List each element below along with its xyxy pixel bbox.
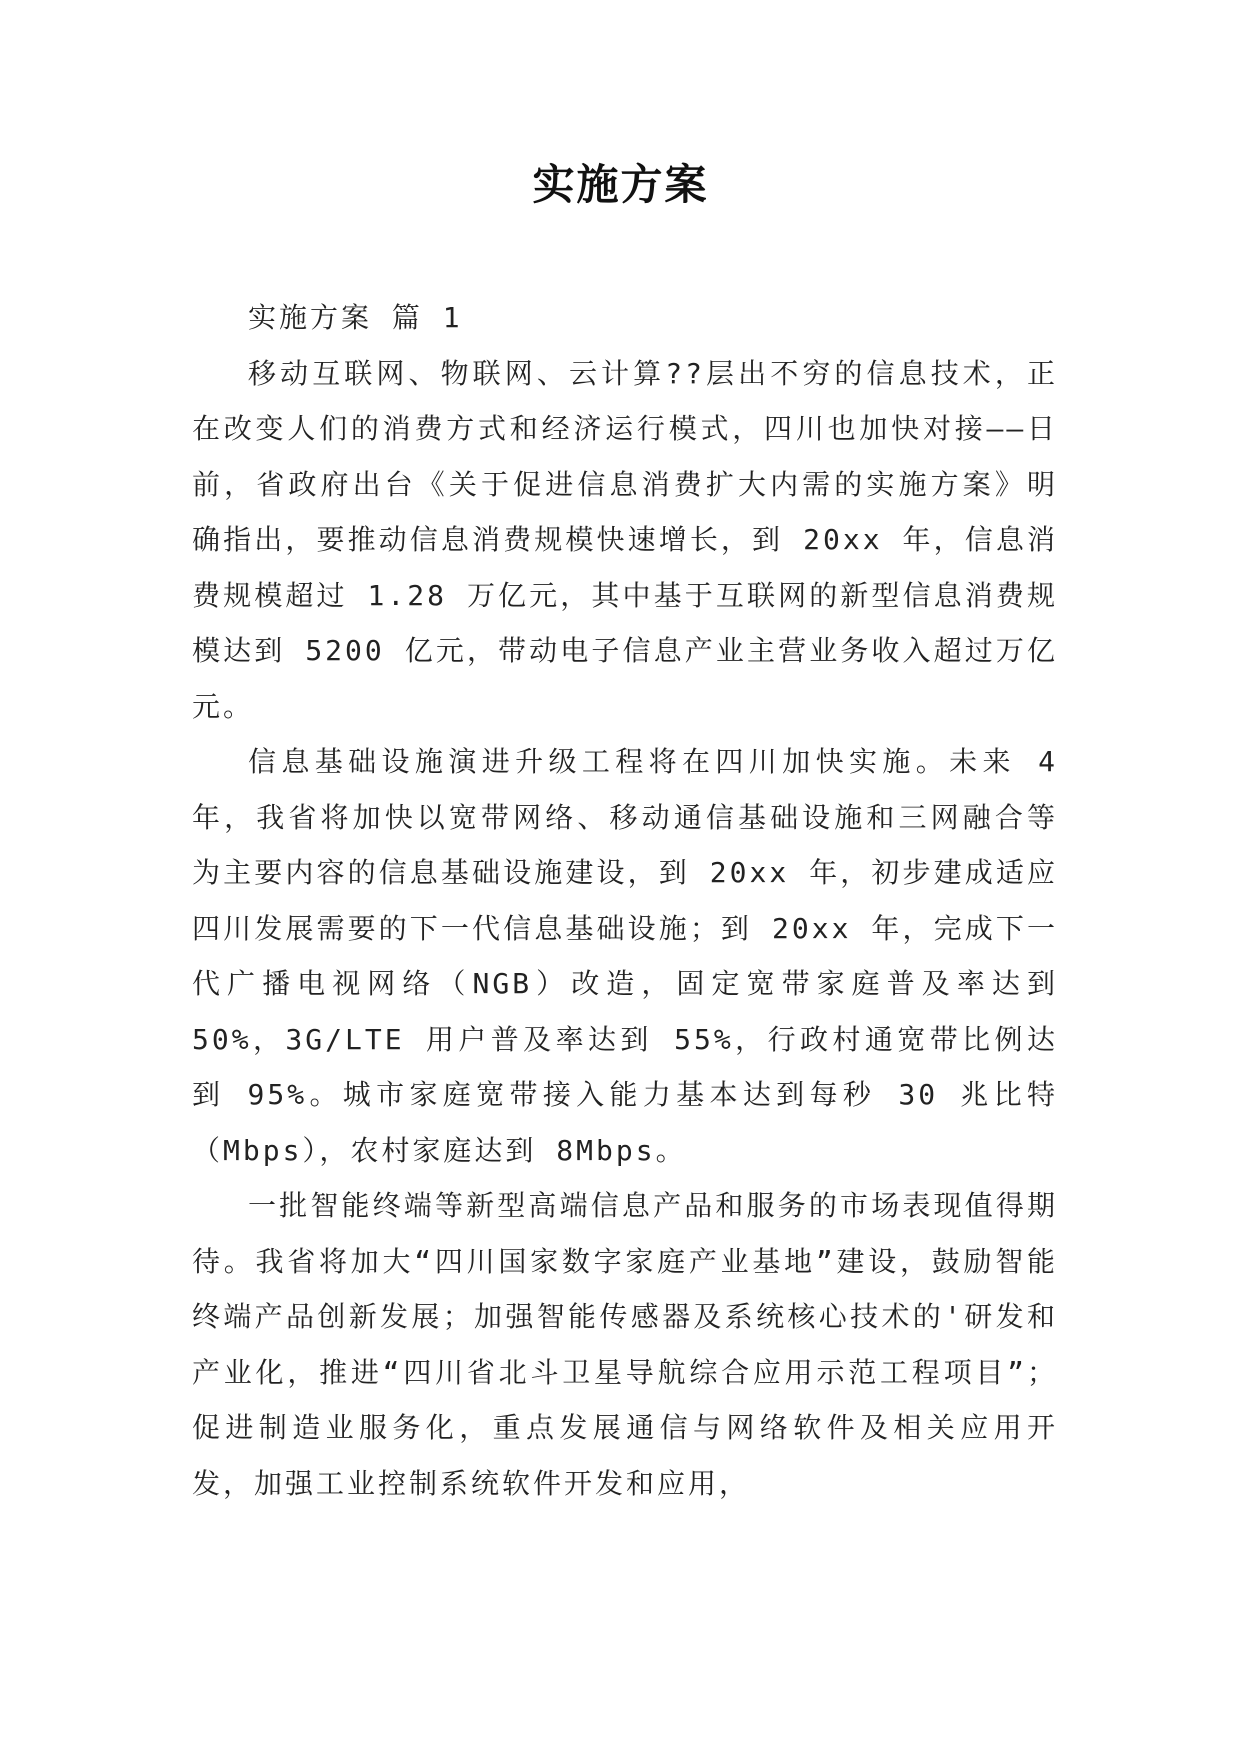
document-body: [192, 290, 1058, 1511]
document-title: 实施方案: [532, 160, 709, 209]
paragraph-2: 信息基础设施演进升级工程将在四川加快实施。未来 4 年，我省将加快以宽带网络、移动通信基础设施和三网融合等为主要内容的信息基础设施建设，到 20xx 年，初步建成适应四川发展需要的下一代信息基础设施；到 20xx 年，完成下一代广播电视网络（NGB）改造，固定宽带家庭普及率达到 50%，3G/LTE 用户普及率达到 55%，行政村通宽带比例达到 95%。城市家庭宽带接入能力基本达到每秒 30 兆比特（Mbps），农村家庭达到 8Mbps。: [192, 745, 1058, 1167]
paragraph-1: 移动互联网、物联网、云计算??层出不穷的信息技术，正在改变人们的消费方式和经济运行模式，四川也加快对接——日前，省政府出台《关于促进信息消费扩大内需的实施方案》明确指出，要推动信息消费规模快速增长，到 20xx 年，信息消费规模超过 1.28 万亿元，其中基于互联网的新型信息消费规模达到 5200 亿元，带动电子信息产业主营业务收入超过万亿元。: [192, 356, 1058, 723]
paragraph-3: 一批智能终端等新型高端信息产品和服务的市场表现值得期待。我省将加大“四川国家数字家庭产业基地”建设，鼓励智能终端产品创新发展；加强智能传感器及系统核心技术的'研发和产业化，推进“四川省北斗卫星导航综合应用示范工程项目”；促进制造业服务化，重点发展通信与网络软件及相关应用开发，加强工业控制系统软件开发和应用，: [192, 1189, 1058, 1500]
section-heading: 实施方案 篇 1: [248, 301, 463, 334]
